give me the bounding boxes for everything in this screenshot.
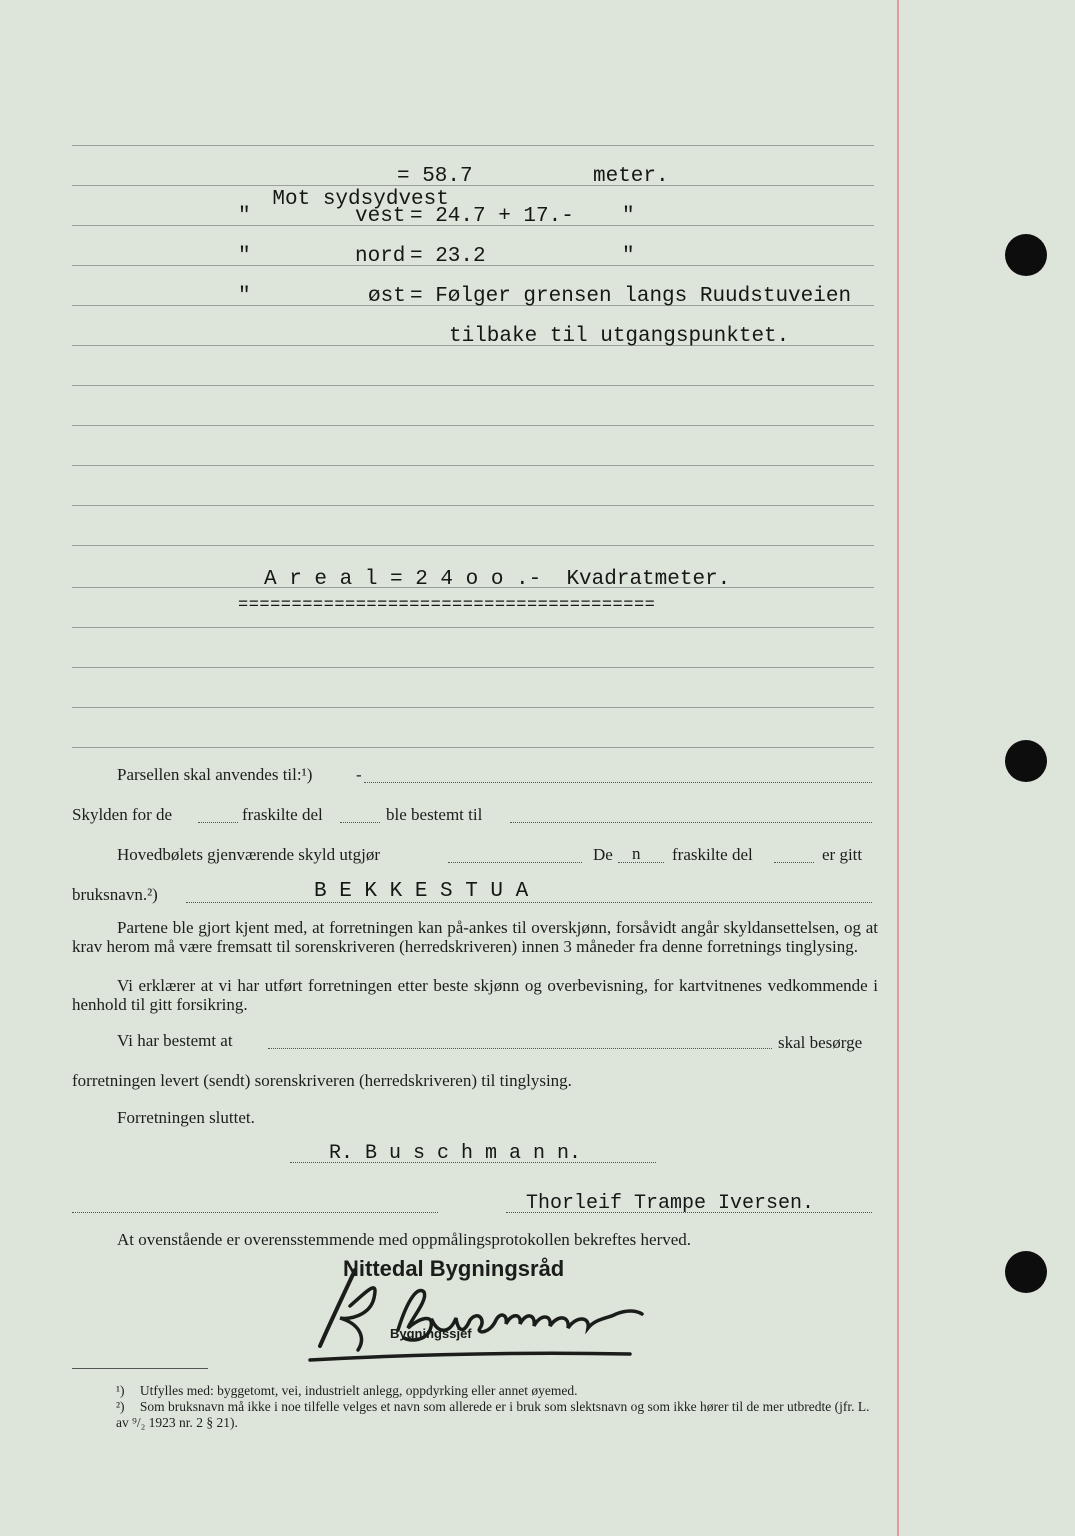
signature-1-line — [290, 1162, 656, 1163]
area-line: A r e a l = 2 4 o o .- Kvadratmeter. — [264, 568, 731, 591]
hovedbol-fill — [448, 862, 582, 863]
vi-har-label: Vi har bestemt at — [117, 1031, 233, 1050]
ruled-line — [72, 707, 874, 708]
ruled-line — [72, 667, 874, 668]
skylden-text-1: Skylden for de — [72, 805, 173, 824]
ruled-line — [72, 185, 874, 186]
area-underline: ======================================= — [238, 596, 656, 615]
parsellen-value: - — [356, 765, 362, 784]
partene-text: Partene ble gjort kjent med, at forretningen kan på-ankes til overskjønn, forsåvidt angår skyldansettelsen, og at krav herom må være fremsatt til sorenskriveren (herredskriveren) innen 3 måneder fra denne forretnings tinglysing. — [72, 918, 878, 956]
footnote-separator — [72, 1368, 208, 1369]
erklaering-paragraph — [72, 976, 878, 1014]
hovedbol-label: Hovedbølets gjenværende skyld utgjør — [117, 845, 380, 864]
footnote-1 — [116, 1383, 886, 1399]
signature-2-line — [506, 1212, 872, 1213]
ruled-line — [72, 627, 874, 628]
boundary-value: = 24.7 + 17.- — [410, 205, 574, 228]
skylden-text-2: fraskilte del — [242, 805, 323, 824]
fraskilte-fill — [774, 862, 814, 863]
ruled-line — [72, 385, 874, 386]
skylden-text-3: ble bestemt til — [386, 805, 483, 824]
footnote-2-text: Som bruksnavn må ikke i noe tilfelle velges et navn som allerede er i bruk som slektsnavn og som ikke hører til de mer utbredte (jfr. L. av ⁹/₂ 1923 nr. 2 § 21). — [116, 1399, 870, 1430]
erklaering-text: Vi erklærer at vi har utført forretningen etter beste skjønn og overbevisning, for kartvitnenes vedkommende i henhold til gitt forsikring. — [72, 976, 878, 1014]
de-value: n — [632, 844, 641, 863]
signature-1: R. B u s c h m a n n. — [329, 1142, 582, 1165]
boundary-value: = 23.2 — [410, 245, 486, 268]
besorge-label: skal besørge — [778, 1033, 863, 1052]
parsellen-label: Parsellen skal anvendes til:¹) — [117, 765, 313, 784]
stamp-title: Nittedal Bygningsråd — [343, 1256, 565, 1281]
stamp-subtitle: Bygningssjef — [390, 1326, 472, 1341]
skylden-fill-2 — [340, 822, 380, 823]
skylden-fill-3 — [510, 822, 872, 823]
footnote-2 — [116, 1399, 874, 1431]
footnote-1-mark: ¹) — [116, 1383, 125, 1398]
ruled-line — [72, 505, 874, 506]
boundary-ditto: " — [238, 285, 251, 308]
vi-har-fill — [268, 1048, 772, 1049]
boundary-unit: meter. — [593, 165, 669, 188]
de-fill — [618, 862, 664, 863]
boundary-ditto: " — [622, 245, 635, 268]
boundary-label: Mot sydsydvest — [272, 188, 449, 211]
boundary-continuation: tilbake til utgangspunktet. — [449, 325, 790, 348]
parsellen-fill-line — [364, 782, 872, 783]
boundary-ditto: " — [622, 205, 635, 228]
boundary-value: = 58.7 — [397, 165, 473, 188]
bruksnavn-value: B E K K E S T U A — [314, 880, 529, 903]
skylden-fill-1 — [198, 822, 238, 823]
boundary-label: nord — [355, 245, 406, 268]
attest-text: At ovenstående er overensstemmende med oppmålingsprotokollen bekreftes herved. — [117, 1230, 692, 1249]
boundary-value: = Følger grensen langs Ruudstuveien — [410, 285, 852, 308]
signature-left-line — [72, 1212, 438, 1213]
boundary-label: øst — [368, 285, 406, 308]
boundary-ditto: " — [238, 205, 251, 228]
levert-text: forretningen levert (sendt) sorenskriveren (herredskriveren) til tinglysing. — [72, 1071, 572, 1090]
gitt-label: er gitt — [822, 845, 863, 864]
sluttet-text: Forretningen sluttet. — [117, 1108, 255, 1127]
punch-hole-top — [1005, 234, 1047, 276]
punch-hole-bottom — [1005, 1251, 1047, 1293]
footnote-2-mark: ²) — [116, 1399, 125, 1414]
ruled-line — [72, 465, 874, 466]
ruled-line — [72, 747, 874, 748]
de-label: De — [593, 845, 613, 864]
red-margin-line — [897, 0, 899, 1536]
punch-hole-middle — [1005, 740, 1047, 782]
fraskilte-label: fraskilte del — [672, 845, 753, 864]
signature-2: Thorleif Trampe Iversen. — [526, 1192, 815, 1215]
boundary-label: vest — [355, 205, 406, 228]
ruled-line — [72, 425, 874, 426]
handwritten-signature — [300, 1258, 680, 1368]
ruled-line — [72, 545, 874, 546]
footnote-1-text: Utfylles med: byggetomt, vei, industrielt anlegg, oppdyrking eller annet øyemed. — [139, 1383, 578, 1398]
bruksnavn-fill — [186, 902, 872, 903]
bruksnavn-label: bruksnavn.²) — [72, 885, 158, 904]
ruled-line — [72, 145, 874, 146]
partene-paragraph — [72, 918, 878, 956]
boundary-ditto: " — [238, 245, 251, 268]
